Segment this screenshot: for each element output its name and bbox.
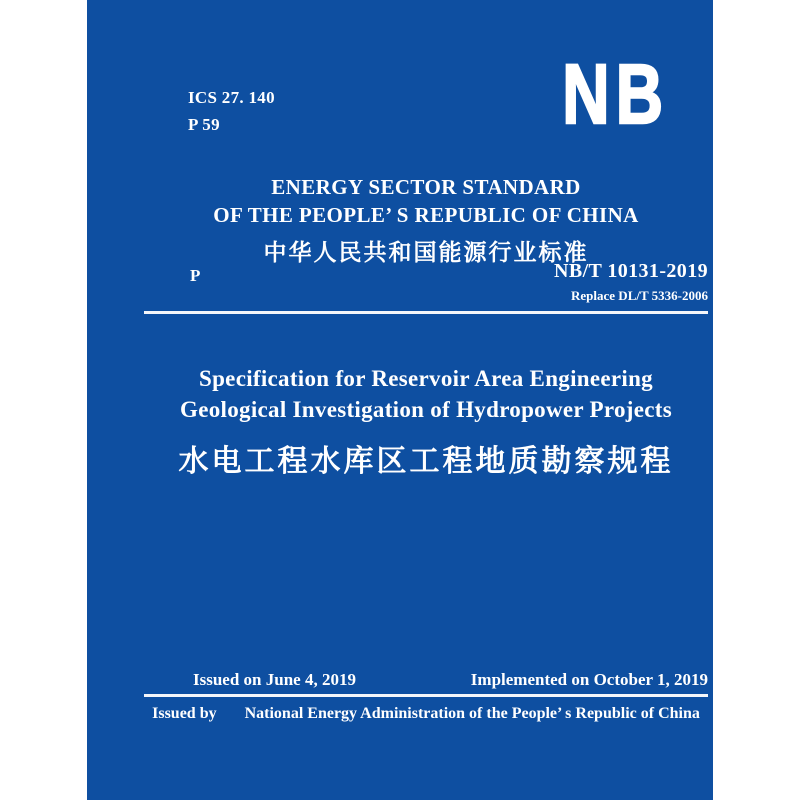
ics-classification-block xyxy=(188,84,275,138)
standard-number: NB/T 10131-2019 xyxy=(554,260,708,282)
issued-by-value: National Energy Administration of the People’ s Republic of China xyxy=(244,705,700,722)
title-en-line2: Geological Investigation of Hydropower Projects xyxy=(180,397,672,422)
implemented-date: Implemented on October 1, 2019 xyxy=(470,670,708,689)
title-block xyxy=(144,363,708,480)
title-zh: 水电工程水库区工程地质勘察规程 xyxy=(178,445,674,478)
p-classification: P 59 xyxy=(188,115,220,134)
bottom-divider-line xyxy=(144,694,708,697)
standard-code-block xyxy=(554,260,708,304)
standard-cover xyxy=(87,0,713,800)
standard-heading xyxy=(144,173,708,267)
title-en-line1: Specification for Reservoir Area Engineering xyxy=(199,366,653,391)
nb-logo: NB xyxy=(561,47,669,141)
issued-by-label: Issued by xyxy=(152,705,217,722)
standard-heading-zh: 中华人民共和国能源行业标准 xyxy=(263,240,589,265)
standard-heading-en-line1: ENERGY SECTOR STANDARD xyxy=(271,175,581,199)
replaces-note: Replace DL/T 5336-2006 xyxy=(571,288,708,303)
issuer-row xyxy=(144,705,708,723)
ics-code: ICS 27. 140 xyxy=(188,88,275,107)
p-label: P xyxy=(190,266,201,285)
standard-heading-en-line2: OF THE PEOPLE’ S REPUBLIC OF CHINA xyxy=(213,203,639,227)
top-divider-line xyxy=(144,311,708,314)
issued-date: Issued on June 4, 2019 xyxy=(193,670,356,689)
